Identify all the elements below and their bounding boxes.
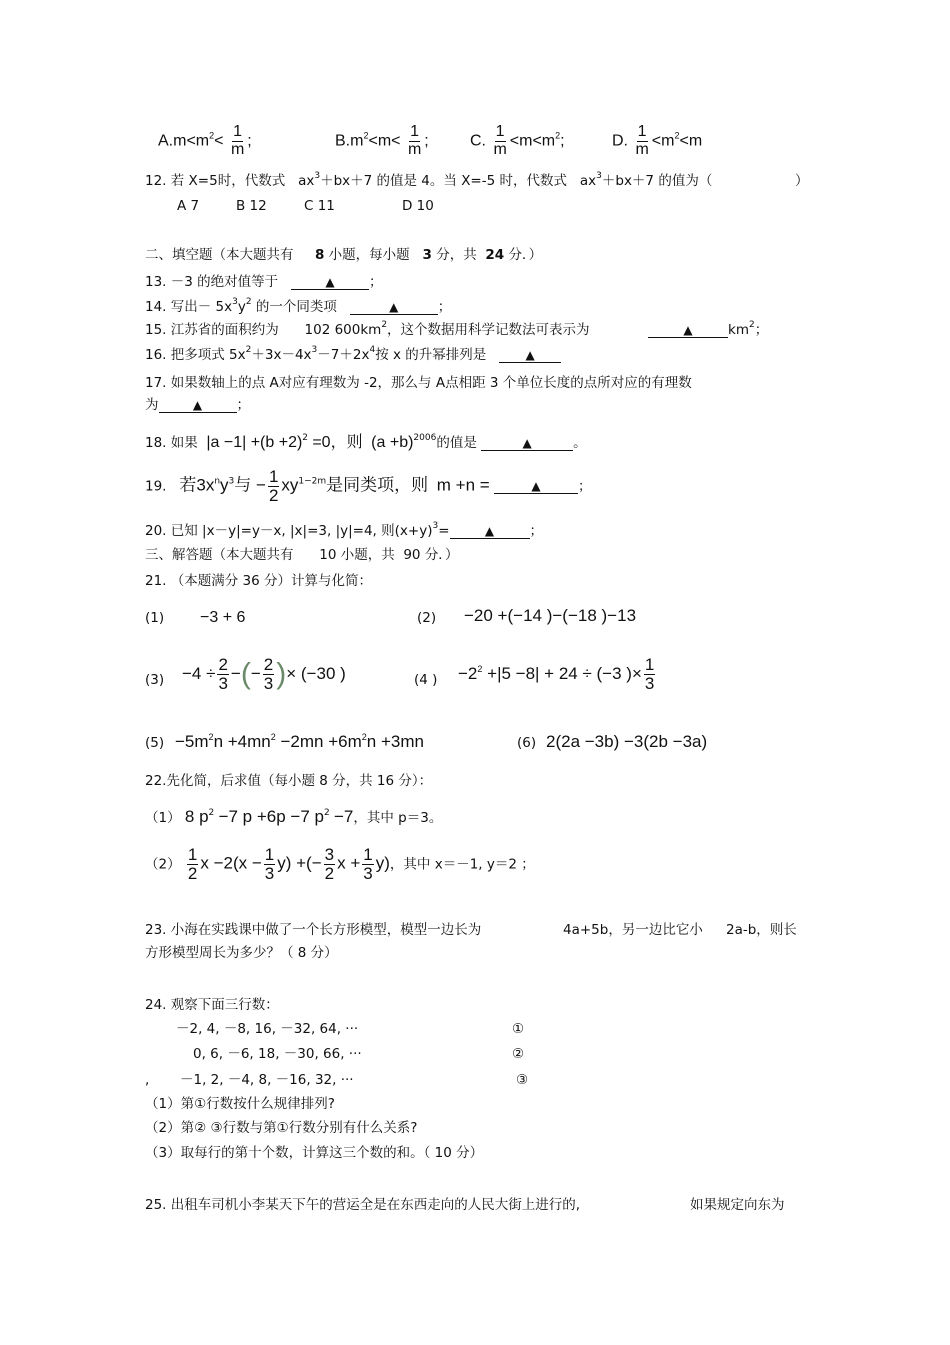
q12-option-d: D 10 — [402, 198, 434, 214]
answer-blank[interactable] — [350, 300, 438, 315]
fraction: $\frac{2}{3}$ — [263, 655, 274, 693]
q21-part1-label: (1) — [145, 610, 165, 626]
q21-part2-expr: −20 +(−14 )−(−18 )−13 — [464, 606, 637, 625]
q24-question-2: （2）第② ③行数与第①行数分别有什么关系? — [145, 1120, 418, 1136]
q23-line2: 方形模型周长为多少？（ 8 分） — [145, 945, 338, 961]
q12-option-c: C 11 — [304, 198, 335, 214]
q21-part1-expr: −3 + 6 — [200, 609, 246, 626]
q24-row-2-mark: ② — [512, 1046, 525, 1062]
answer-blank[interactable] — [481, 436, 573, 451]
q24-row-3-mark: ③ — [516, 1072, 529, 1088]
q11-option-d: D. $\frac{1}{m}$ $<m^2<m$ — [612, 123, 703, 158]
answer-blank[interactable] — [159, 398, 237, 413]
q19: 19. 若$3x^ny^3$与 − $\frac{1}{2}$ $xy^{1-2m}$是同类项，则 m +n = ▲ ； — [145, 468, 591, 505]
fraction: $\frac{1}{m}$ — [635, 123, 649, 158]
q12-stem: 12. 若 X=5时，代数式 $ax^3+bx+7$ 的值是 4。当 X=-5 时，代数式 $ax^3+bx+7$ 的值为（ — [145, 171, 713, 189]
q21-part6-label: (6) — [517, 735, 537, 751]
q21-part5-expr: $-5m^2n +4mn^2 -2mn +6m^2n +3mn$ — [175, 732, 424, 751]
q25-line1-end: 如果规定向东为 — [690, 1197, 785, 1213]
q24-row-1-mark: ① — [512, 1021, 525, 1037]
q21-part4-label: (4 ) — [414, 672, 438, 688]
q21-part3-expr: −4 ÷ $\frac{2}{3}$ −(− $\frac{2}{3}$ )× (−30 ) — [182, 655, 346, 693]
fraction: $\frac{1}{2}$ — [268, 467, 279, 505]
fraction: $\frac{1}{m}$ — [230, 123, 245, 158]
q14: 14. 写出－ $5x^3y^2$ 的一个同类项 ▲ ； — [145, 299, 451, 315]
q21-part3-label: (3) — [145, 672, 165, 688]
q24-row-1: －2, 4, －8, 16, －32, 64, ··· — [176, 1021, 359, 1037]
q21-part4-expr: $-2^2 +|5 -8| + 24 \div (-3$ )× $\frac{1}{3}$ — [458, 655, 655, 693]
answer-blank[interactable] — [291, 275, 369, 290]
q12-option-a: A 7 — [177, 198, 200, 214]
q22-title: 22.先化简，后求值（每小题 8 分，共 16 分）： — [145, 773, 433, 789]
q22-part2: （2） $\frac{1}{2}$ x −2(x − $\frac{1}{3}$ y) +(− $\frac{3}{2}$ x + $\frac{1}{3}$ y)，其中 x＝－1, y＝2 ； — [145, 845, 535, 883]
q11-option-a: $A.m<m^2<$ $\frac{1}{m}$ ; — [158, 123, 252, 158]
q12-option-b: B 12 — [236, 198, 267, 214]
q24-question-3: （3）取每行的第十个数，计算这三个数的和。（ 10 分） — [145, 1145, 484, 1161]
fraction: $\frac{2}{3}$ — [218, 655, 228, 693]
q24-row-3-lead: , — [145, 1072, 150, 1088]
q17-line1: 17. 如果数轴上的点 A对应有理数为 -2，那么与 A点相距 3 个单位长度的点所对应的有理数 — [145, 375, 692, 391]
answer-blank[interactable] — [494, 479, 578, 494]
answer-blank[interactable] — [648, 323, 728, 338]
answer-blank[interactable] — [499, 348, 561, 363]
q24-row-2: 0, 6, －6, 18, －30, 66, ··· — [193, 1046, 362, 1062]
q23-line1-value-a: 4a+5b，另一边比它小 — [563, 922, 703, 938]
q17-line2: 为▲ ； — [145, 397, 250, 413]
q13: 13. －3 的绝对值等于 ▲ ； — [145, 274, 383, 290]
fraction: $\frac{1}{3}$ — [363, 845, 373, 883]
q16: 16. 把多项式 $5x^2+3x-4x^3-7+2x^4$按 x 的升幂排列是 ▲ — [145, 347, 561, 363]
q22-part1: （1） 8 $p^2 -7$ p +6p −7 $p^2 -7$，其中 p＝3。 — [145, 807, 443, 826]
q15: 15. 江苏省的面积约为 102 $600km^2$，这个数据用科学记数法可表示为 — [145, 320, 590, 338]
q24-row-3: －1, 2, －4, 8, －16, 32, ··· — [180, 1072, 354, 1088]
q24-question-1: （1）第①行数按什么规律排列? — [145, 1096, 335, 1112]
q18: 18. 如果 $|a -1| +(b +2)^2 =0$，则 $(a +b)^{2006}$的值是 ▲ 。 — [145, 433, 587, 452]
fraction: $\frac{1}{3}$ — [644, 655, 655, 693]
fraction: $\frac{1}{3}$ — [264, 845, 275, 883]
q21-part2-label: (2) — [417, 610, 437, 626]
q21-part5-label: (5) — [145, 735, 165, 751]
section-2-heading: 二、填空题（本大题共有 8 小题，每小题 3 分，共 24 分．） — [145, 247, 543, 263]
q20: 20. 已知 |x－y|=y－x, |x|=3, |y|=4, 则$(x+y)^3=▲$ ； — [145, 523, 543, 539]
q21-part6-expr: 2(2a −3b) −3(2b −3a) — [546, 732, 708, 751]
section-3-heading: 三、解答题（本大题共有 10 小题，共 90 分．） — [145, 547, 459, 563]
q21-title: 21. （本题满分 36 分）计算与化简： — [145, 573, 373, 589]
q24-title: 24. 观察下面三行数： — [145, 997, 279, 1013]
q25-line1: 25. 出租车司机小李某天下午的营运全是在东西走向的人民大街上进行的, — [145, 1197, 581, 1213]
fraction: $\frac{1}{m}$ — [407, 123, 422, 158]
answer-blank[interactable] — [450, 524, 530, 539]
q15-answer: ▲ $km^2$； — [648, 322, 768, 338]
q12-close-paren: ） — [795, 173, 809, 189]
q23-line1-value-b: 2a-b，则长 — [726, 922, 797, 938]
fraction: $\frac{3}{2}$ — [324, 845, 335, 883]
q11-option-c: C. $\frac{1}{m}$ $<m<m^2$; — [470, 123, 565, 158]
q11-option-b: $B.m^2<m<$ $\frac{1}{m}$ ; — [335, 123, 429, 158]
q23-line1: 23. 小海在实践课中做了一个长方形模型，模型一边长为 — [145, 922, 482, 938]
fraction: $\frac{1}{2}$ — [187, 845, 198, 883]
fraction: $\frac{1}{m}$ — [493, 123, 507, 158]
